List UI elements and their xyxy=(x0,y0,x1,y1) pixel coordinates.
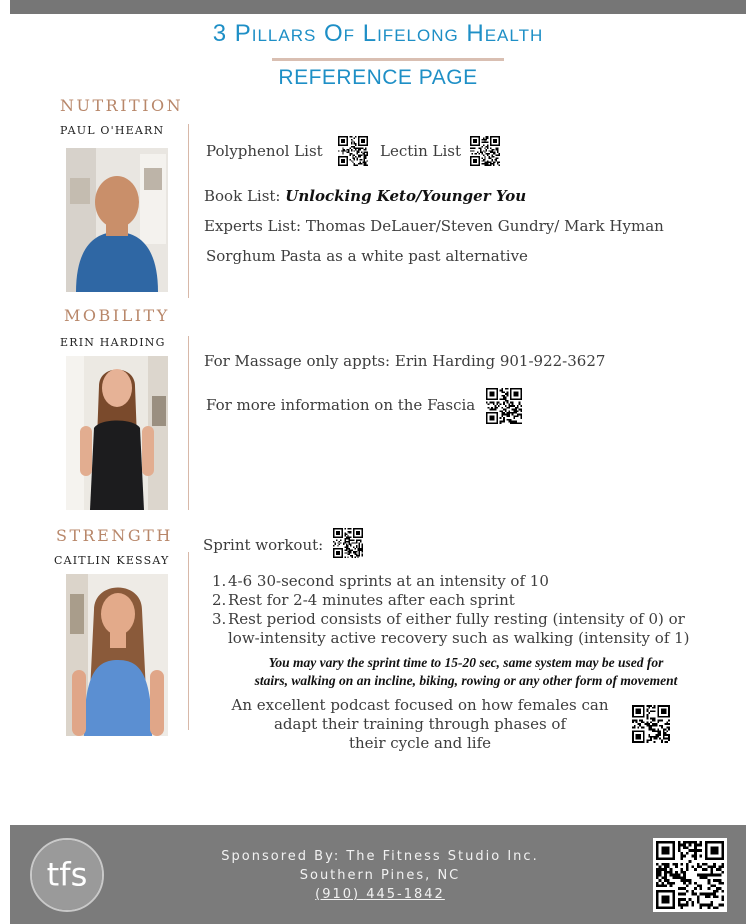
person-photo-paul xyxy=(66,148,168,292)
page-subtitle: REFERENCE PAGE xyxy=(278,66,478,89)
section-divider-nutrition xyxy=(188,124,189,298)
pasta-tip-line: Sorghum Pasta as a white past alternative xyxy=(206,247,528,265)
sprint-step: 1. 4-6 30-second sprints at an intensity of 10 xyxy=(212,572,549,590)
section-divider-strength xyxy=(188,552,189,730)
lectin-qr-code[interactable] xyxy=(470,136,500,166)
sprint-step: 2. Rest for 2-4 minutes after each sprint xyxy=(212,591,515,609)
sponsor-info xyxy=(160,847,600,904)
section-title-strength: STRENGTH xyxy=(56,526,173,545)
sprint-variation-note: You may vary the sprint time to 15-20 sec, same system may be used for stairs, walking on an incline, biking, rowing or any other form of movement xyxy=(254,655,678,688)
fitness-studio-logo xyxy=(30,838,104,912)
fascia-qr-code[interactable] xyxy=(486,388,522,424)
massage-appointments-line: For Massage only appts: Erin Harding 901-922-3627 xyxy=(204,352,606,370)
sprint-steps-list xyxy=(212,572,690,648)
section-title-nutrition: NUTRITION xyxy=(60,96,184,115)
person-photo-caitlin xyxy=(66,574,168,736)
section-divider-mobility xyxy=(188,336,189,510)
person-photo-erin xyxy=(66,356,168,510)
section-title-mobility: MOBILITY xyxy=(64,306,170,325)
sprint-workout-qr-code[interactable] xyxy=(333,528,363,558)
podcast-qr-code[interactable] xyxy=(632,705,670,743)
footer-qr-code[interactable] xyxy=(653,838,727,912)
person-name-mobility: ERIN HARDING xyxy=(60,336,166,349)
fascia-info-line: For more information on the Fascia xyxy=(206,396,476,414)
sponsor-phone-link[interactable]: (910) 445-1842 xyxy=(315,887,445,902)
title-divider xyxy=(272,58,504,61)
sprint-step-continuation: low-intensity active recovery such as walking (intensity of 1) xyxy=(228,629,690,647)
podcast-description: An excellent podcast focused on how females can adapt their training through phases of their cycle and life xyxy=(231,696,609,752)
sponsor-location: Southern Pines, NC xyxy=(299,868,461,883)
polyphenol-list-label: Polyphenol List xyxy=(206,142,323,160)
book-list-line xyxy=(204,187,526,205)
logo-text: tfs xyxy=(46,855,88,894)
sprint-step: 3. Rest period consists of either fully resting (intensity of 0) or xyxy=(212,610,685,628)
person-name-strength: CAITLIN KESSAY xyxy=(54,554,170,567)
person-name-nutrition: PAUL O'HEARN xyxy=(60,124,165,137)
book-list-prefix: Book List: xyxy=(204,187,281,205)
sprint-workout-label: Sprint workout: xyxy=(203,536,324,554)
experts-list-line: Experts List: Thomas DeLauer/Steven Gundry/ Mark Hyman xyxy=(204,217,664,235)
sponsor-line: Sponsored By: The Fitness Studio Inc. xyxy=(221,849,539,864)
top-bar xyxy=(10,0,746,14)
sponsor-footer xyxy=(10,825,746,924)
page-title: 3 Pillars Of Lifelong Health xyxy=(212,20,544,47)
book-list-titles: Unlocking Keto/Younger You xyxy=(285,187,527,205)
polyphenol-qr-code[interactable] xyxy=(338,136,368,166)
lectin-list-label: Lectin List xyxy=(380,142,461,160)
